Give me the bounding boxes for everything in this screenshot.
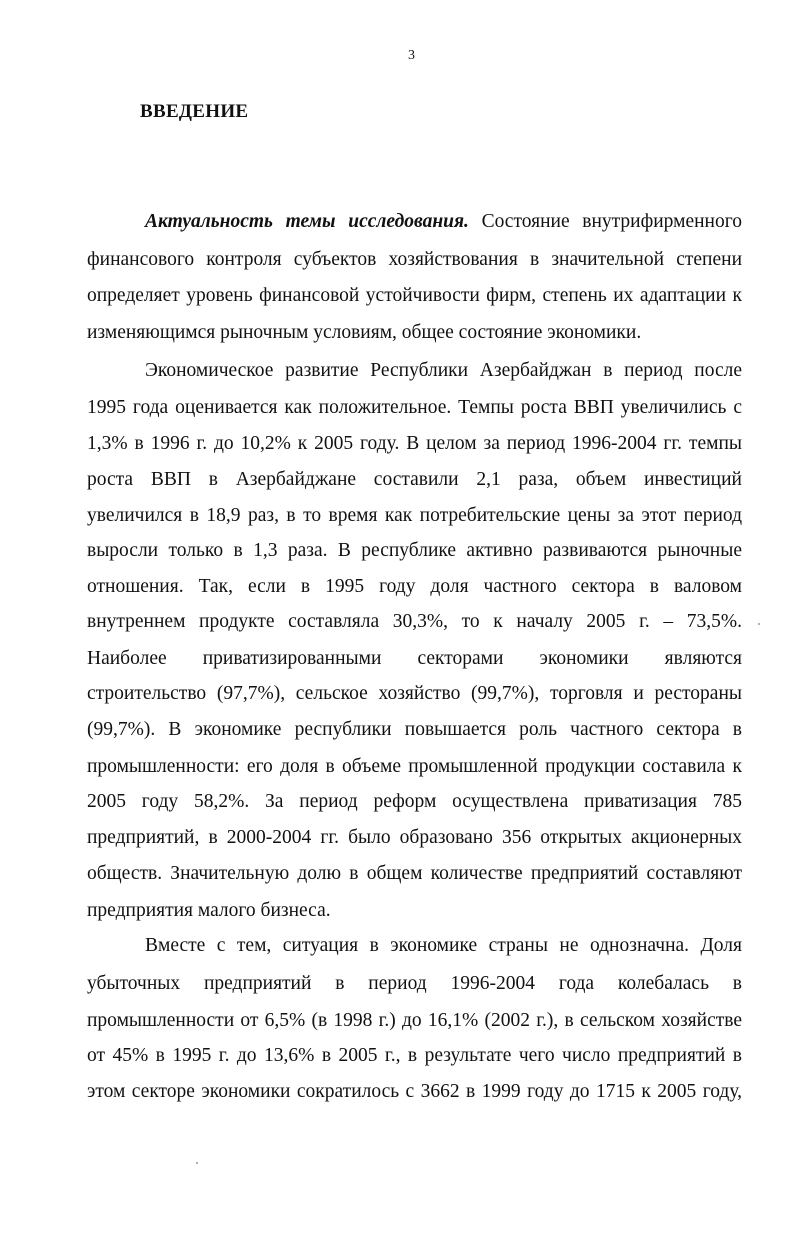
text-line: Экономическое развитие Республики Азербайджан в период после	[145, 360, 742, 381]
page-number: 3	[408, 48, 415, 63]
text-line: строительство (97,7%), сельское хозяйство (99,7%), торговля и рестораны	[87, 683, 742, 704]
text-line: обществ. Значительную долю в общем количестве предприятий составляют	[87, 863, 742, 884]
text-line: 1,3% в 1996 г. до 10,2% к 2005 году. В целом за период 1996-2004 гг. темпы	[87, 433, 742, 454]
text-line: отношения. Так, если в 1995 году доля частного сектора в валовом	[87, 576, 742, 597]
text-line: Вместе с тем, ситуация в экономике страны не однозначна. Доля	[145, 935, 742, 956]
text-line: предприятий, в 2000-2004 гг. было образовано 356 открытых акционерных	[87, 827, 742, 848]
text-line	[145, 210, 742, 234]
text-line: внутреннем продукте составляла 30,3%, то к началу 2005 г. – 73,5%.	[87, 611, 742, 632]
text-line: этом секторе экономики сократилось с 3662 в 1999 году до 1715 к 2005 году,	[87, 1081, 742, 1102]
text-line: Наиболее приватизированными секторами экономики являются	[87, 648, 742, 669]
text-line: 1995 года оценивается как положительное. Темпы роста ВВП увеличились с	[87, 397, 742, 418]
text-line: промышленности от 6,5% (в 1998 г.) до 16,1% (2002 г.), в сельском хозяйстве	[87, 1010, 742, 1031]
section-heading: ВВЕДЕНИЕ	[140, 101, 249, 122]
text-line: роста ВВП в Азербайджане составили 2,1 раза, объем инвестиций	[87, 469, 742, 490]
text-line: изменяющимся рыночным условиям, общее состояние экономики.	[87, 322, 642, 343]
text-line: выросли только в 1,3 раза. В республике активно развиваются рыночные	[87, 540, 742, 561]
text-line: промышленности: его доля в объеме промышленной продукции составила к	[87, 756, 742, 777]
scan-speck	[758, 623, 760, 625]
text-line: предприятия малого бизнеса.	[87, 900, 331, 921]
text-line: определяет уровень финансовой устойчивости фирм, степень их адаптации к	[87, 285, 742, 306]
text-line: (99,7%). В экономике республики повышается роль частного сектора в	[87, 719, 742, 740]
text-line: финансового контроля субъектов хозяйствования в значительной степени	[87, 249, 742, 270]
text-line: 2005 году 58,2%. За период реформ осуществлена приватизация 785	[87, 791, 742, 812]
text-line-rest: Состояние внутрифирменного	[481, 211, 742, 232]
text-line: убыточных предприятий в период 1996-2004 года колебалась в	[87, 973, 742, 994]
scan-speck	[196, 1162, 198, 1164]
lead-italic: Актуальность темы исследования.	[145, 211, 469, 232]
text-line: от 45% в 1995 г. до 13,6% в 2005 г., в результате чего число предприятий в	[87, 1045, 742, 1066]
text-line: увеличился в 18,9 раз, в то время как потребительские цены за этот период	[87, 505, 742, 526]
